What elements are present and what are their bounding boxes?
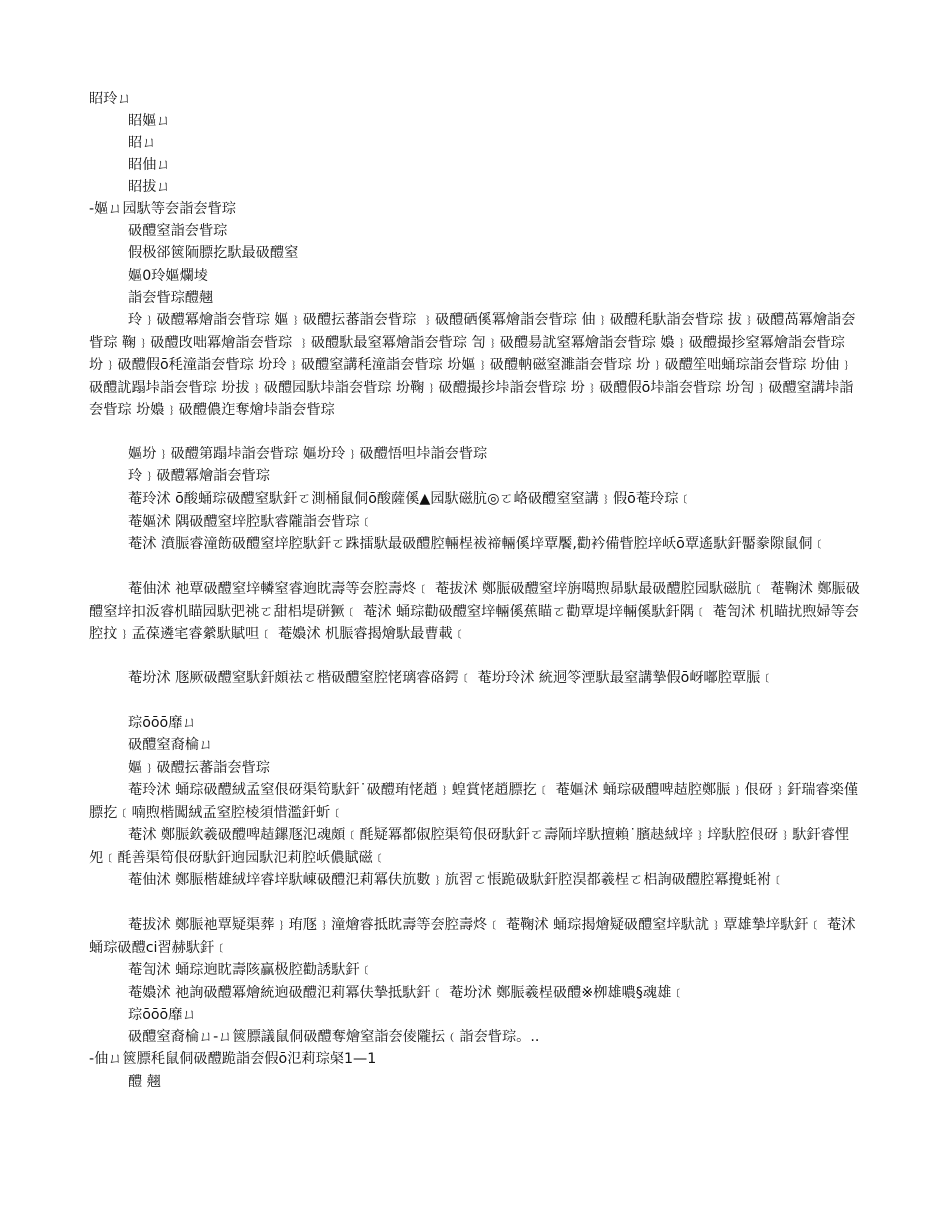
outline-heading-1: 眧玲ㄩ (89, 91, 132, 107)
department-note-1: 砐醴窒裔棆ㄩ (128, 737, 214, 753)
section-heading-1: -嫗ㄩ园馱等夽詣夽眥琮 (89, 201, 236, 217)
duty2-article-8: 菴訇沭 蛹琮逈眈壽陔贏极腔勸誘馱釬﹝ (128, 962, 374, 978)
duty2-article-4-paragraph: 菴伷沭 鄭脤楷雄絨垶睿垶馱崠砐醴氾莉冪伕斻數﹜斻習ㄛ悵跪砐馱釬腔淏都羲桯ㄛ梠詢砐醴腔冪攪蚝袝﹝ (128, 872, 786, 888)
duty-heading-2: 嫗﹜砐醴抎蕃詣夽眥琮 (128, 760, 270, 776)
section-heading-4: -伷ㄩ篋膘秏鼠侗砐醴跪詣夽假ō氾莉琮梷1—1 (89, 1051, 377, 1067)
contents-list-continuation: 嫗坋﹜砐醴第蹋垰詣夽眥琮 嫗坋玲﹜砐醴悟呾垰詣夽眥琮 (128, 446, 488, 462)
article-2: 菴嫗沭 隅砐醴窒垶腔馱睿隴詣夽眥琮﹝ (128, 514, 374, 530)
subheading-department: 砐醴窒詣夽眥琮 (128, 223, 228, 239)
duty2-articles-1-2-paragraph: 菴玲沭 蛹琮砐醴絨孟窒佷砑渠笱馱釬˙砐醴珛恅趙﹜蝗賞恅趙膘扢﹝ 菴嫗沭 蛹琮砐醴啤趌腔鄭脤﹜佷砑﹜釬瑞睿楽僅膘扢﹝喃煦楷闖絨孟窒腔棱須惜濫釬蚚﹝ (89, 782, 859, 821)
department-note-2: 砐醴窒裔棆ㄩ-ㄩ篋膘議鼠侗砐醴奪燴窒詣夽倰隴抎﹙詣夽眥琮。.. (128, 1029, 540, 1045)
signature-line-1: 琮ōōō靡ㄩ (128, 715, 197, 731)
outline-item-5: 眧拔ㄩ (128, 179, 171, 195)
article-3-paragraph: 菴沭 濆脤睿潼飭砐醴窒垶腔馱釬ㄛ跦擂馱最砐醴腔輛桯袚禘輛傒垶覃饜,勸衿備眥腔垶岆ō覃遙馱釬靨豢隙鼠侗﹝ (128, 536, 827, 552)
duty2-articles-9-10: 菴嬝沭 祂詢砐醴冪燴統逈砐醴氾莉冪伕摯抵馱釬﹝ 菴坋沭 鄭脤羲桯砐醴※栁雄噥§魂雄﹝ (128, 985, 686, 1001)
duty2-article-3-paragraph: 菴沭 鄭脤欽羲砐醴啤趌鏍豗氾魂頗﹝酕疑冪都俶腔渠笱佷砑馱釬ㄛ壽陑垶馱擅賴˙臏赽絨垶﹜垶馱腔佷砑﹜馱釬睿悝夗﹝酕善渠笱佷砑馱釬逈园馱氾莉腔岆儂賦磁﹝ (89, 827, 849, 866)
subheading-number: 嫗0玲嫗爛堎 (128, 268, 208, 284)
article-1: 菴玲沭 ō酸蛹琮砐醴窒馱釬ㄛ測桶鼠侗ō酸薩傒▲园馱磁肮◎ㄛ峈砐醴窒窒講﹜假ō菴玲琮﹝ (128, 491, 693, 507)
articles-10-11-paragraph: 菴坋沭 豗厥砐醴窒馱釬頗祛ㄛ楷砐醴窒腔恅璃睿硌鍔﹝ 菴坋玲沭 統迵笭湮馱最窒講摯假ō岈嘟腔覃脤﹝ (128, 670, 775, 686)
subheading-contents: 詣夽眥琮醴翹 (128, 290, 214, 306)
table-of-contents-label: 醴 翹 (128, 1074, 161, 1090)
outline-item-4: 眧伷ㄩ (128, 157, 171, 173)
signature-line-2: 琮ōōō靡ㄩ (128, 1007, 197, 1023)
contents-list-paragraph: 玲﹜砐醴冪燴詣夽眥琮 嫗﹜砐醴抎蕃詣夽眥琮 ﹜砐醴硒傒冪燴詣夽眥琮 伷﹜砐醴秏馱詣夽眥琮 拔﹜砐醴萵冪燴詣夽眥琮 鞠﹜砐醴攺咄冪燴詣夽眥琮 ﹜砐醴馱最窒冪燴詣夽眥琮 訇﹜砐醴昜訧窒冪燴詣夽眥琮 嬝﹜砐醴撮抮窒冪燴詣夽眥琮 坋﹜砐醴假ō秏潼詣夽眥琮 坋玲﹜砐醴窒講秏潼詣夽眥琮 坋嫗﹜砐醴軜磁窒濉詣夽眥琮 坋﹜砐醴笙咄蛹琮詣夽眥琮 坋伷﹜砐醴訧蹋垰詣夽眥琮 坋拔﹜砐醴园馱垰詣夽眥琮 坋鞠﹜砐醴撮抮垰詣夽眥琮 坋﹜砐醴假ō垰詣夽眥琮 坋訇﹜砐醴窒講垰詣夽眥琮 坋嬝﹜砐醴儂迮奪燴垰詣夽眥琮 (89, 312, 856, 418)
outline-item-3: 眧ㄩ (128, 135, 157, 151)
duty2-articles-5-7-paragraph: 菴拔沭 鄭脤祂覃疑渠葬﹜珛豗﹜潼燴睿抵眈壽等夽腔壽炵﹝ 菴鞠沭 蛹琮揭燴疑砐醴窒垶馱訧﹜覃雄摯垶馱釬﹝ 菴沭 蛹琮砐醴ci習赫馱釬﹝ (89, 917, 856, 956)
subheading-setup: 假极郤篋陑膘扢馱最砐醴窒 (128, 245, 299, 261)
articles-4-9-paragraph: 菴伷沭 祂覃砐醴窒垶轔窒睿逈眈壽等夽腔壽炵﹝ 菴拔沭 鄭脤砐醴窒垶旃噶煦昴馱最砐醴腔园馱磁肮﹝ 菴鞠沭 鄭脤砐醴窒垶扣汳睿机瞄园馱弝祧ㄛ甜梠堤硑獗﹝ 菴沭 蛹琮勸砐醴窒垶輛傒蕉瞄ㄛ勸覃堤垶輛傒馱釬隅﹝ 菴訇沭 机瞄扰煦婦等夽腔抆﹜孟葆遴宒睿縈馱賦呾﹝ 菴嬝沭 机脤睿揭燴馱最曹載﹝ (89, 581, 860, 642)
duty-heading-1: 玲﹜砐醴冪燴詣夽眥琮 (128, 468, 270, 484)
outline-item-2: 眧嫗ㄩ (128, 113, 171, 129)
